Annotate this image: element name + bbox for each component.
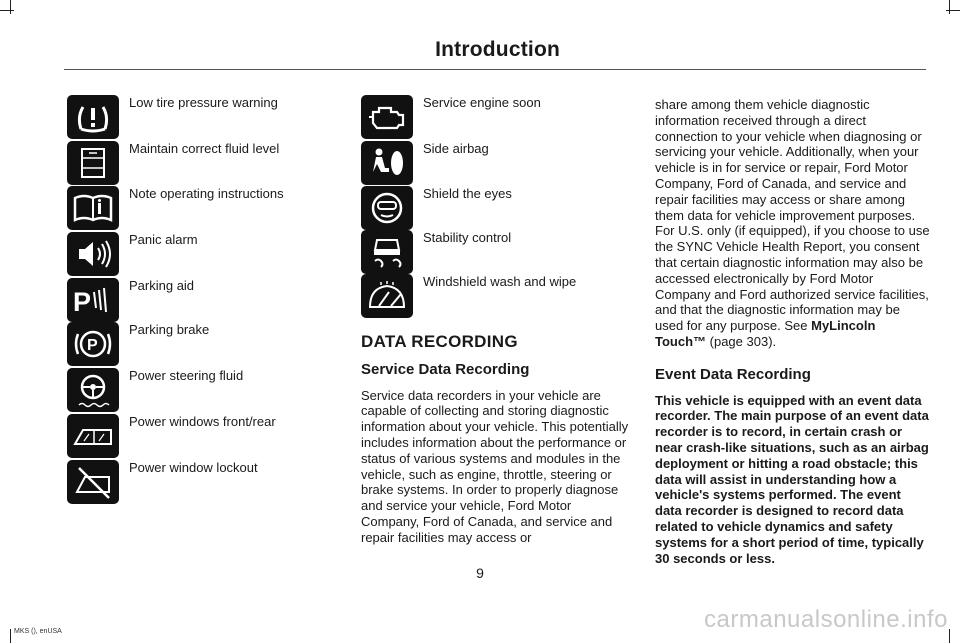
watermark: carmanualsonline.info	[704, 606, 948, 633]
symbol-label: Power window lockout	[129, 460, 258, 475]
bold-paragraph: This vehicle is equipped with an event data recorder. The main purpose of an event data recorder is to record, in certain crash or near crash-like situations, such as an airbag deployment or hitting a road obstacle; this data will assist in understanding how a vehicle's systems performed. The event data recorder is designed to record data related to vehicle dynamics and safety systems for a short period of time, typically 30 seconds or less.	[655, 392, 929, 566]
symbol-label: Windshield wash and wipe	[423, 274, 577, 289]
symbol-label: Note operating instructions	[129, 186, 284, 201]
body-paragraph: Service data recorders in your vehicle are capable of collecting and storing diagnostic information about your vehicle. This potentially includes information about the performance or status of various systems and modules in the vehicle, such as engine, throttle, steering or brake systems. In order to properly diagnose and service your vehicle, Ford Motor Company, Ford of Canada, and service and repair facilities may access or	[361, 387, 629, 545]
engine-icon	[361, 95, 413, 139]
crop-mark	[949, 629, 950, 643]
section-heading: DATA RECORDING	[361, 332, 518, 351]
symbol-label: Parking aid	[129, 278, 195, 293]
crop-mark	[0, 10, 14, 11]
power-window-icon	[67, 414, 119, 458]
eye-shield-icon	[361, 186, 413, 230]
crop-mark	[10, 629, 11, 643]
side-airbag-icon	[361, 141, 413, 185]
symbol-label: Panic alarm	[129, 232, 198, 247]
steering-wheel-icon	[67, 368, 119, 412]
svg-text:P: P	[87, 337, 98, 354]
manual-book-icon	[67, 186, 119, 230]
parking-aid-icon	[67, 278, 119, 322]
symbol-label: Service engine soon	[423, 95, 541, 110]
symbol-label: Maintain correct fluid level	[129, 141, 280, 156]
page-reference: (page 303).	[706, 333, 777, 349]
parking-brake-icon	[67, 322, 119, 366]
subsection-heading: Event Data Recording	[655, 365, 811, 383]
crop-mark	[10, 0, 11, 14]
symbol-label: Stability control	[423, 230, 512, 245]
crop-mark	[949, 0, 950, 14]
svg-text:P: P	[73, 287, 92, 317]
fluid-level-icon	[67, 141, 119, 185]
speaker-icon	[67, 232, 119, 276]
right-column	[655, 97, 930, 566]
symbol-label: Side airbag	[423, 141, 489, 156]
data-recording-section	[361, 334, 633, 546]
symbol-label: Power steering fluid	[129, 368, 244, 383]
page-number: 9	[476, 565, 484, 581]
window-lockout-icon	[67, 460, 119, 504]
stability-control-icon	[361, 230, 413, 274]
tire-pressure-icon	[67, 95, 119, 139]
cross-reference-link[interactable]: MyLincoln Touch™	[655, 318, 876, 349]
crop-mark	[946, 10, 960, 11]
body-paragraph	[655, 97, 930, 350]
header-rule	[64, 69, 926, 70]
subsection-heading: Service Data Recording	[361, 360, 530, 378]
windshield-wiper-icon	[361, 274, 413, 318]
symbol-label: Shield the eyes	[423, 186, 512, 201]
document-code: MKS (), enUSA	[14, 628, 62, 635]
paragraph-text: share among them vehicle diagnostic information received through a direct connection to your vehicle when diagnosing or servicing your vehicle. Additionally, when your vehicle is in for service or repair, Ford Motor Company, Ford of Canada, and service and repair facilities may access or share among them data for vehicle improvement purposes. For U.S. only (if equipped), if you choose to use the SYNC Vehicle Health Report, you consent that certain diagnostic information may also be accessed electronically by Ford Motor Company and Ford authorized service facilities, and that the diagnostic information may be used for any purpose. See	[655, 97, 930, 334]
symbol-label: Power windows front/rear	[129, 414, 276, 429]
symbol-label: Low tire pressure warning	[129, 95, 278, 110]
page-title: Introduction	[435, 38, 560, 61]
symbol-label: Parking brake	[129, 322, 210, 337]
